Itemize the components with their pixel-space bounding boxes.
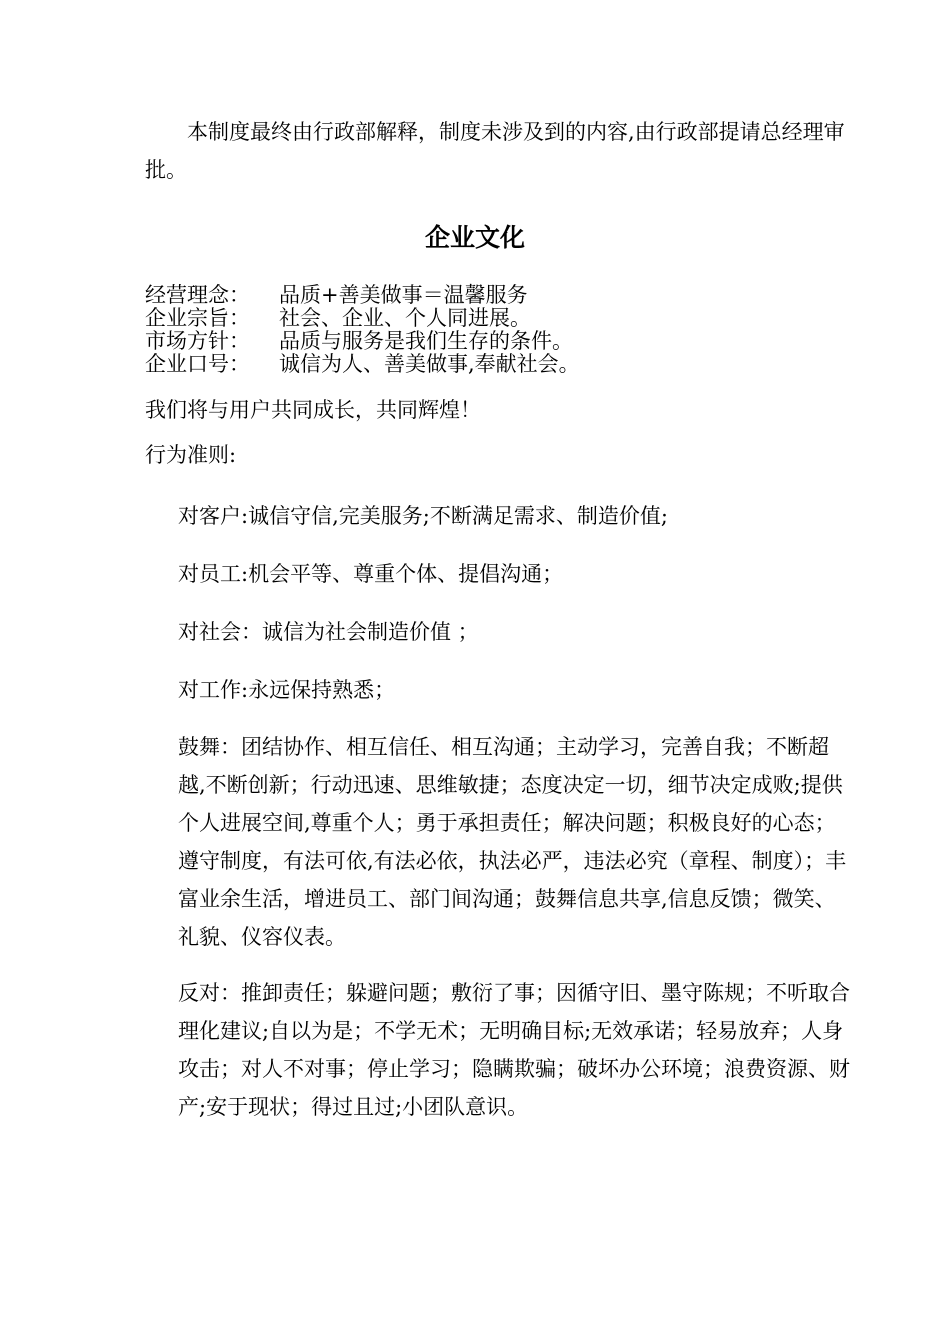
- culture-value: 品质与服务是我们生存的条件。: [279, 329, 573, 353]
- rule-society: 对社会：诚信为社会制造价值 ；: [178, 620, 479, 644]
- culture-value: 社会、企业、个人同进展。: [279, 306, 531, 330]
- slogan-line: 我们将与用户共同成长，共同辉煌！: [145, 398, 481, 422]
- culture-key: 经营理念：: [145, 283, 250, 307]
- culture-item: [145, 307, 845, 330]
- culture-key: 企业宗旨：: [145, 306, 250, 330]
- culture-key: 企业口号：: [145, 352, 250, 376]
- rule-encourage: 鼓舞：团结协作、相互信任、相互沟通；主动学习，完善自我；不断超越,不断创新；行动迅速、思维敏捷；态度决定一切，细节决定成败;提供个人进展空间,尊重个人；勇于承担责任；解决问题；积极良好的心态；遵守制度，有法可依,有法必依，执法必严，违法必究（章程、制度）；丰富业余生活，增进员工、部门间沟通；鼓舞信息共享,信息反馈；微笑、礼貌、仪容仪表。: [178, 735, 847, 949]
- culture-item: [145, 330, 845, 353]
- culture-value: 品质+善美做事＝温馨服务: [279, 283, 528, 307]
- rule-employee: 对员工:机会平等、尊重个体、提倡沟通；: [178, 562, 564, 586]
- rule-customer: 对客户:诚信守信,完美服务;不断满足需求、制造价值;: [178, 504, 668, 528]
- rule-work: 对工作:永远保持熟悉；: [178, 678, 396, 702]
- culture-item: [145, 284, 845, 307]
- rule-oppose: 反对：推卸责任；躲避问题；敷衍了事；因循守旧、墨守陈规；不听取合理化建议;自以为是；不学无术；无明确目标;无效承诺；轻易放弃；人身攻击；对人不对事；停止学习；隐瞒欺骗；破坏办公环境；浪费资源、财产;安于现状；得过且过;小团队意识。: [178, 981, 850, 1119]
- culture-item: [145, 353, 845, 376]
- culture-list: [145, 284, 845, 376]
- culture-key: 市场方针：: [145, 329, 250, 353]
- culture-value: 诚信为人、善美做事,奉献社会。: [279, 352, 580, 376]
- intro-paragraph: 本制度最终由行政部解释，制度未涉及到的内容,由行政部提请总经理审批。: [145, 120, 845, 182]
- rules-heading: 行为准则:: [145, 443, 237, 467]
- section-title: 企业文化: [424, 223, 525, 252]
